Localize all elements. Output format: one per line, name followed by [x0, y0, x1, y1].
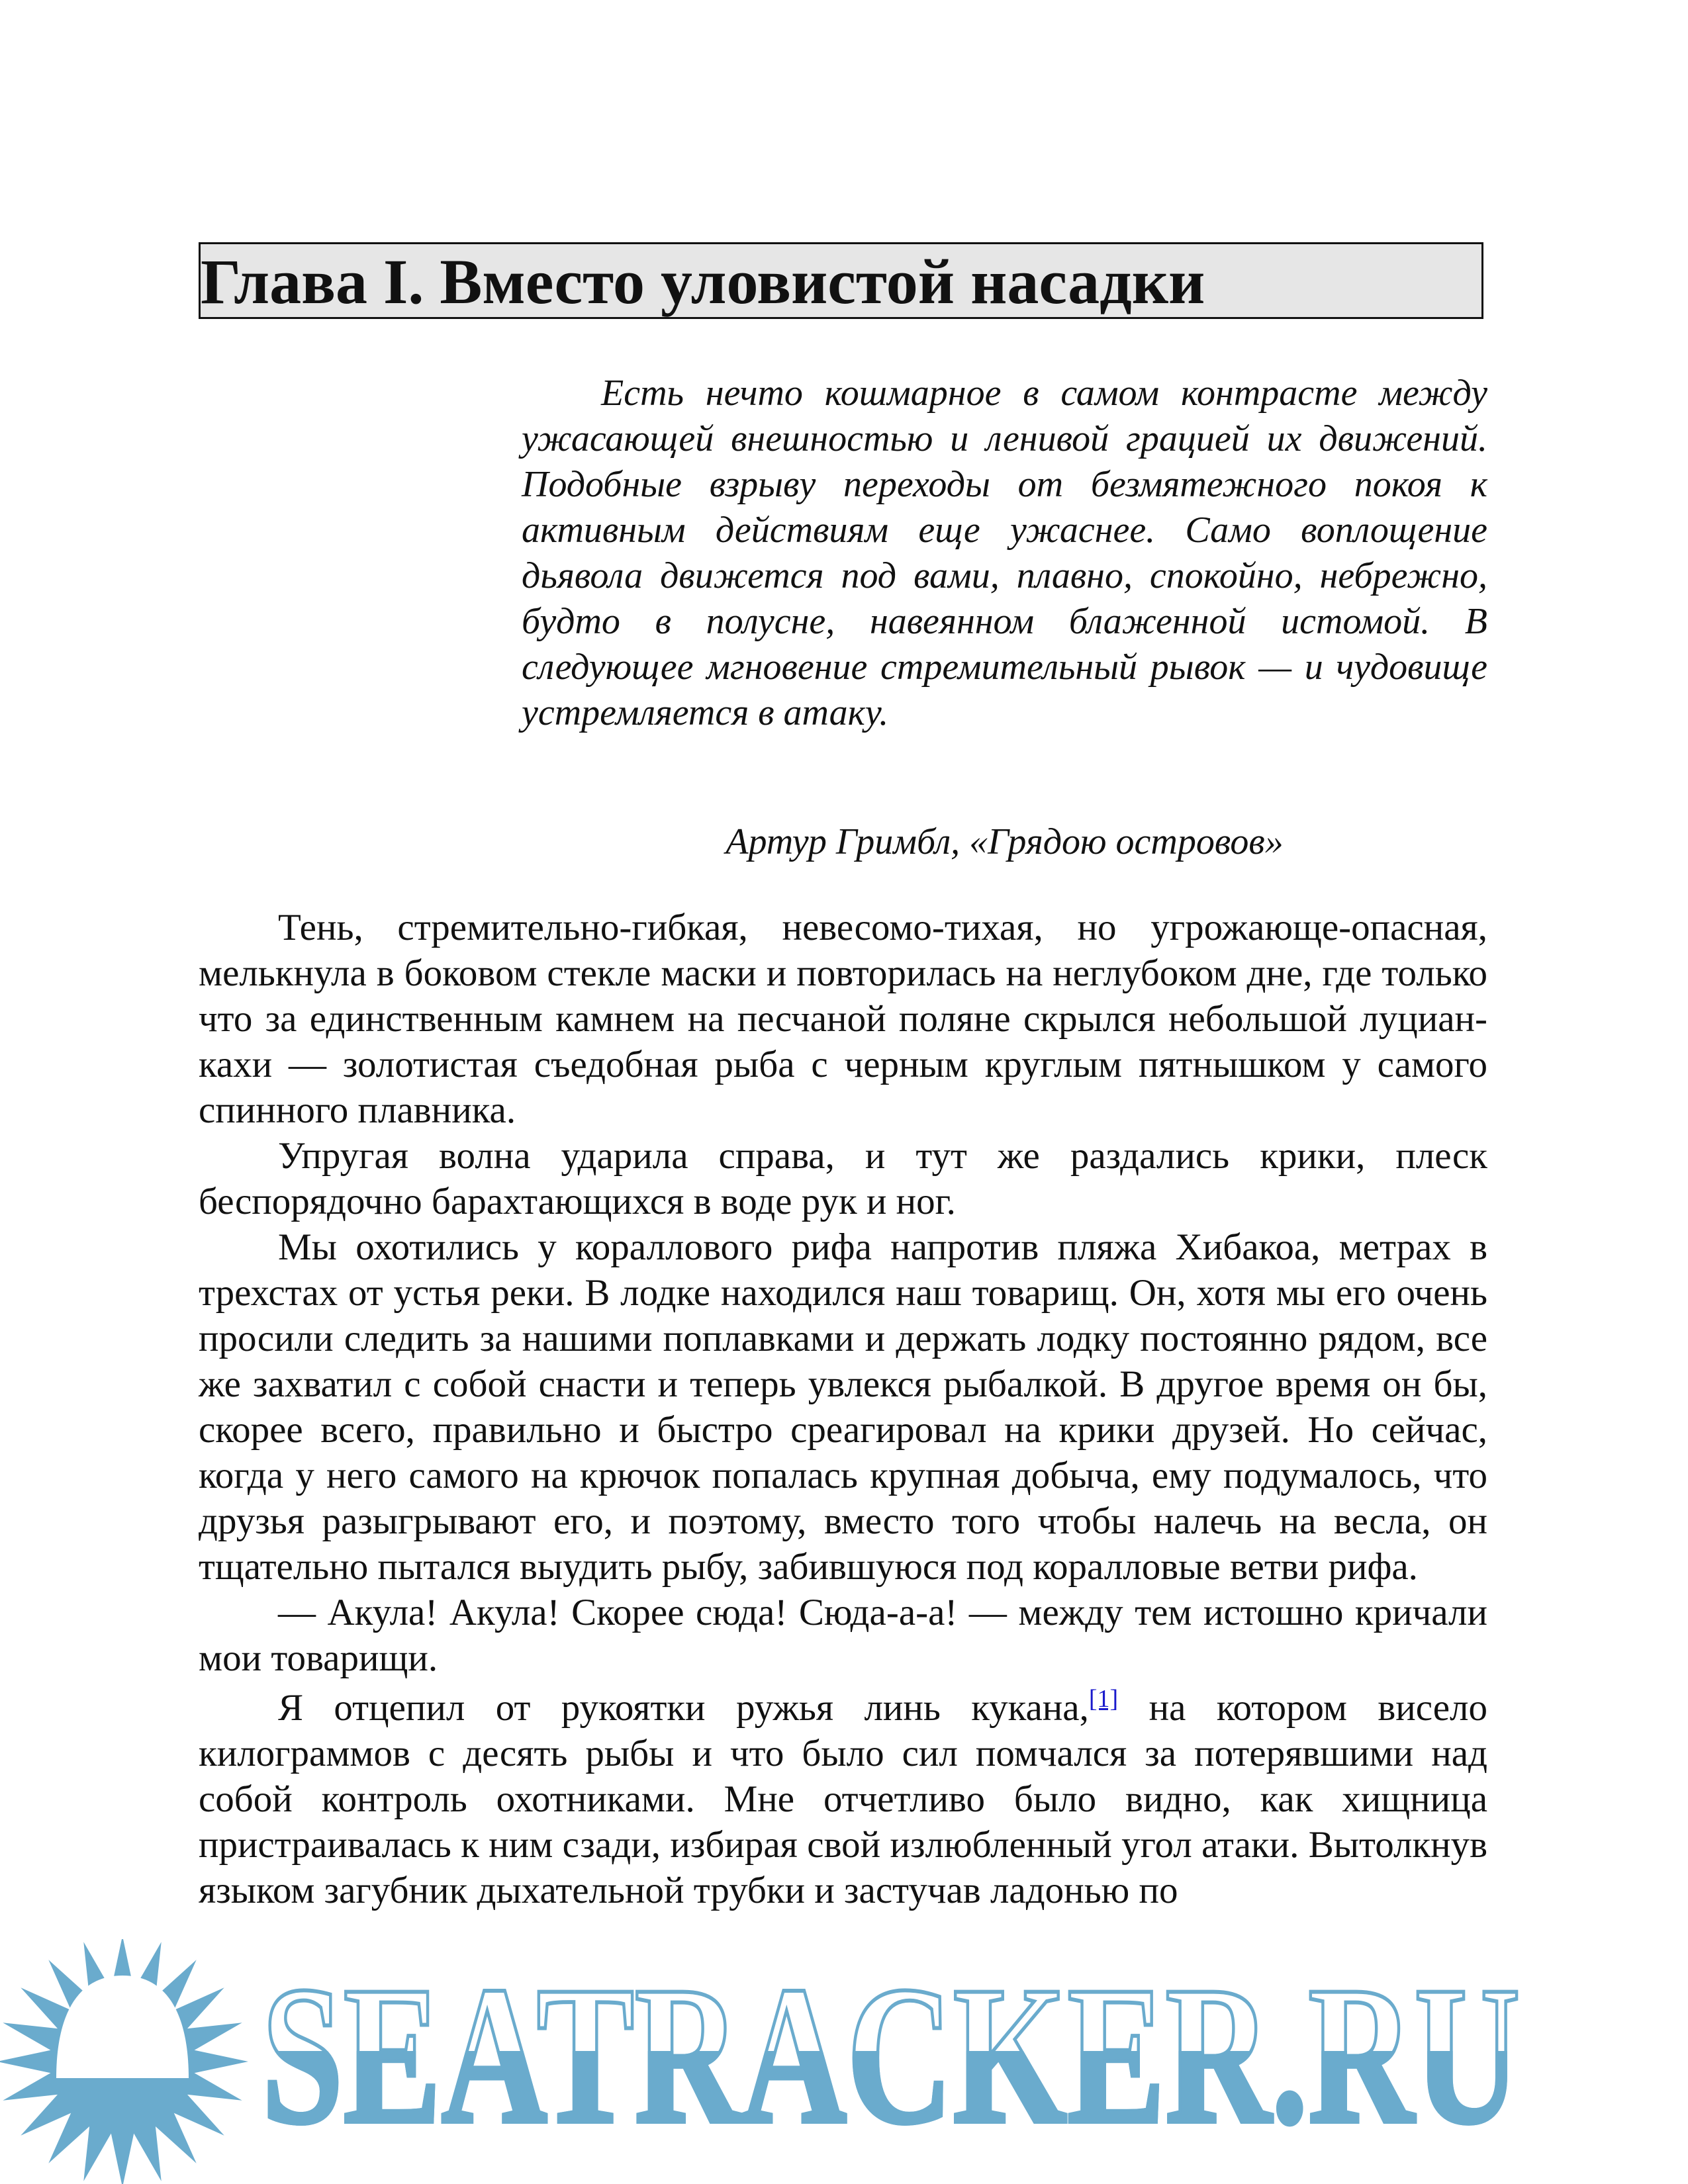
paragraph: Тень, стремительно-гибкая, невесомо-тихая, но угрожающе-опасная, мелькнула в боковом стекле маски и повторилась на неглубоком дне, где только что за единственным камнем на песчаной поляне скрылся небольшой луциан-кахи — золотистая съедобная рыба с черным круглым пятнышком у самого спинного плавника.	[199, 907, 1487, 1131]
chapter-title: Глава I. Вместо уловистой насадки	[201, 246, 1205, 317]
epigraph: Есть нечто кошмарное в самом контрасте между ужасающей внешностью и ленивой грацией их движений. Подобные взрыву переходы от безмятежного покоя к активным действиям еще ужаснее. Само воплощение дьявола движется под вами, плавно, спокойно, небрежно, будто в полусне, навеянном блаженной истомой. В следующее мгновение стремительный рывок — и чудовище устремляется в атаку.	[522, 373, 1487, 733]
epigraph-author: Артур Гримбл, «Грядою островов»	[726, 821, 1284, 862]
paragraph: Упругая волна ударила справа, и тут же раздались крики, плеск беспорядочно барахтающихся в воде рук и ног.	[199, 1135, 1487, 1222]
paragraph-text: Я отцепил от рукоятки ружья линь кукана,	[278, 1687, 1089, 1729]
chapter-body	[199, 905, 1487, 1913]
chapter-title-box	[199, 242, 1483, 319]
paragraph: — Акула! Акула! Скорее сюда! Сюда-а-а! — между тем истошно кричали мои товарищи.	[199, 1592, 1487, 1679]
paragraph: Мы охотились у кораллового рифа напротив пляжа Хибакоа, метрах в трехстах от устья реки. В лодке находился наш товарищ. Он, хотя мы его очень просили следить за нашими поплавками и держать лодку постоянно рядом, все же захватил с собой снасти и теперь увлекся рыбалкой. В другое время он бы, скорее всего, правильно и быстро среагировал на крики друзей. Но сейчас, когда у него самого на крючок попалась крупная добыча, ему подумалось, что друзья разыгрывают его, и поэтому, вместо того чтобы налечь на весла, он тщательно пытался выудить рыбу, забившуюся под коралловые ветви рифа.	[199, 1226, 1487, 1588]
footnote-link[interactable]: [1]	[1088, 1685, 1119, 1713]
watermark-text: SEATRACKER.RU	[261, 1945, 1521, 2165]
paragraph	[199, 1685, 1487, 1913]
paragraph-text: на котором висело килограммов с десять рыбы и что было сил помчался за потерявшими над собой контроль охотниками. Мне отчетливо было видно, как хищница пристраивалась к ним сзади, избирая свой излюбленный угол атаки. Вытолкнув языком загубник дыхательной трубки и застучав ладонью по	[199, 1687, 1488, 1911]
